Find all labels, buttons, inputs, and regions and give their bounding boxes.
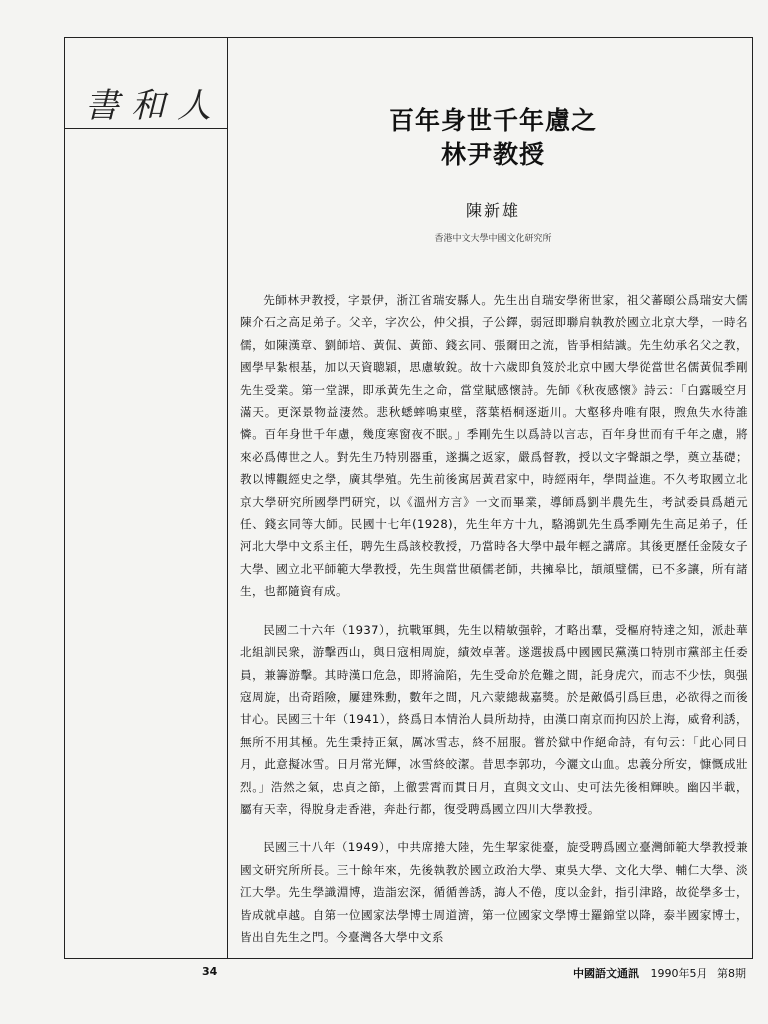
author-name: 陳新雄 bbox=[465, 201, 520, 220]
author-affiliation: 香港中文大學中國文化研究所 bbox=[434, 234, 552, 244]
article-title bbox=[238, 104, 748, 172]
issue-date: 1990年5月 bbox=[650, 967, 708, 980]
issue-number: 第8期 bbox=[717, 967, 746, 980]
title-line-1: 百年身世千年慮之 bbox=[388, 106, 597, 135]
article-header bbox=[238, 100, 748, 244]
paragraph-2: 民國二十六年（1937），抗戰軍興，先生以精敏强幹，才略出羣，受樞府特達之知，派赴華北組訓民衆，游擊西山，與日寇相周旋，績效卓著。遂選拔爲中國國民黨漢口特別市黨部主任委員，兼籌游擊。其時漢口危急，即將淪陷，先生受命於危難之間，託身虎穴，而志不少怯，與强寇周旋，出奇蹈險，屢建殊勳，數年之間，凡六蒙總裁嘉獎。於是敵僞引爲巨患，必欲得之而後甘心。民國三十年（1941），終爲日本情治人員所劫持，由漢口南京而拘囚於上海，威脅利誘，無所不用其極。先生秉持正氣，厲冰雪志，終不屈服。嘗於獄中作絕命詩，有句云：「此心同日月，此意擬冰雪。日月常光輝，冰雪終皎潔。昔思李郭功，今灑文山血。忠義分所安，慷慨成壯烈。」浩然之氣，忠貞之節，上徹雲霄而貫日月，直與文文山、史可法先後相輝映。幽囚半載，屬有天幸，得脫身走香港，奔赴行都，復受聘爲國立四川大學教授。 bbox=[240, 622, 748, 816]
column-label: 書和人 bbox=[85, 86, 223, 126]
sidebar-label-rule bbox=[64, 128, 227, 129]
paragraph-3: 民國三十八年（1949），中共席捲大陸，先生挈家徙臺，旋受聘爲國立臺灣師範大學教授兼國文研究所所長。三十餘年來，先後執教於國立政治大學、東吳大學、文化大學、輔仁大學、淡江大學。先生學識淵博，造詣宏深，循循善誘，誨人不倦，度以金針，指引津路，故從學多士，皆成就卓越。自第一位國家法學博士周道濟，第一位國家文學博士羅錦堂以降，泰半國家博士，皆出自先生之門。今臺灣各大學中文系 bbox=[240, 840, 748, 944]
title-line-2: 林尹教授 bbox=[440, 140, 545, 169]
sidebar-divider-rule bbox=[227, 37, 228, 959]
paragraph-1: 先師林尹教授，字景伊，浙江省瑞安縣人。先生出自瑞安學術世家，祖父蕃頤公爲瑞安大儒陳介石之高足弟子。父辛，字次公，仲父損，子公鐸，弱冠即聯肩執教於國立北京大學，一時名儒，如陳漢章、劉師培、黃侃、黃節、錢玄同、張爾田之流，皆爭相結識。先生幼承名父之教，國學早紮根基，加以天資聰穎，思慮敏銳。故十六歲即負笈於北京中國大學從當世名儒黃侃季剛先生受業。第一堂課，即承黃先生之命，當堂賦感懷詩。先師《秋夜感懷》詩云：「白露暖空月滿天。更深景物益淒然。悲秋蟋蟀鳴東壁，落葉梧桐逐逝川。大壑移舟唯有限，煦魚失水待誰憐。百年身世千年慮，幾度寒窗夜不眠。」季剛先生以爲詩以言志，百年身世而有千年之慮，將來必爲傳世之人。對先生乃特別器重，遂攜之返家，嚴爲督教，授以文字聲韻之學，奠立基礎；教以博觀經史之學，廣其學殖。先生前後寓居黃君家中，時經兩年，學問益進。不久考取國立北京大學研究所國學門研究，以《溫州方言》一文而畢業，導師爲劉半農先生，考試委員爲趙元任、錢玄同等大師。民國十七年(1928)，先生年方十九，駱鴻凱先生爲季剛先生高足弟子，任河北大學中文系主任，聘先生爲該校教授，乃當時各大學中最年輕之講席。其後更歷任金陵女子大學、國立北平師範大學教授，先生與當世碩儒老師，共擁皋比，頡頏璧儒，已不多讓，所有諸生，也都隨資有成。 bbox=[240, 293, 748, 599]
frame-right-rule bbox=[752, 37, 753, 959]
journal-name: 中國語文通訊 bbox=[573, 967, 639, 980]
journal-footer bbox=[573, 965, 746, 981]
frame-left-rule bbox=[64, 37, 65, 959]
frame-top-rule bbox=[64, 37, 752, 38]
article-body bbox=[240, 289, 748, 964]
page-number: 34 bbox=[202, 965, 218, 978]
